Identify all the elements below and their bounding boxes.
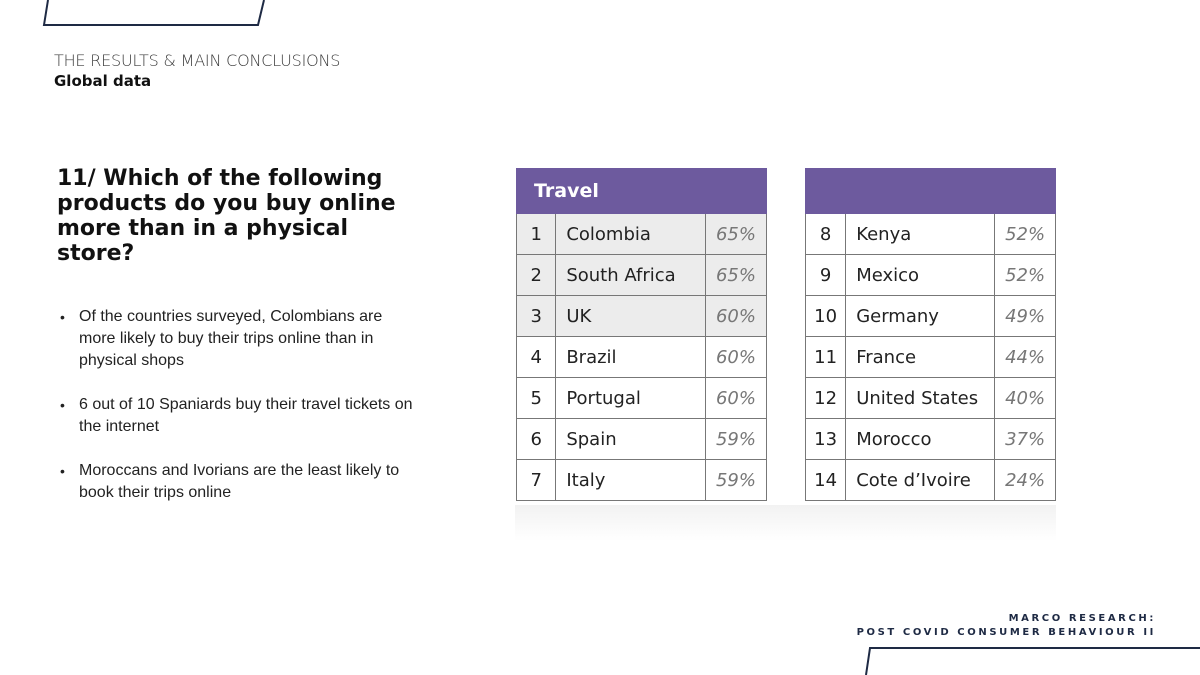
- country-cell: France: [846, 337, 995, 378]
- percent-cell: 44%: [995, 337, 1056, 378]
- rank-cell: 2: [517, 255, 556, 296]
- percent-cell: 65%: [705, 255, 766, 296]
- decorative-frame-top: [0, 0, 280, 30]
- country-cell: Germany: [846, 296, 995, 337]
- table-row: [517, 460, 767, 501]
- percent-cell: 60%: [705, 378, 766, 419]
- country-cell: Mexico: [846, 255, 995, 296]
- rank-cell: 3: [517, 296, 556, 337]
- table-header: [806, 169, 1056, 214]
- rank-cell: 12: [806, 378, 846, 419]
- table-shadow: [515, 505, 1056, 541]
- rank-cell: 13: [806, 419, 846, 460]
- table-row: [806, 214, 1056, 255]
- table-row: [806, 378, 1056, 419]
- percent-cell: 59%: [705, 460, 766, 501]
- country-cell: Italy: [556, 460, 706, 501]
- country-cell: Morocco: [846, 419, 995, 460]
- conclusion-list: [56, 306, 416, 526]
- rank-cell: 6: [517, 419, 556, 460]
- percent-cell: 52%: [995, 214, 1056, 255]
- country-cell: Portugal: [556, 378, 706, 419]
- percent-cell: 60%: [705, 296, 766, 337]
- rank-cell: 5: [517, 378, 556, 419]
- section-subtitle: Global data: [54, 72, 152, 90]
- bullet-item: • 6 out of 10 Spaniards buy their travel tickets on the internet: [56, 394, 416, 438]
- country-cell: Cote d’Ivoire: [846, 460, 995, 501]
- ranking-table-1: [516, 168, 767, 501]
- table-row: [806, 460, 1056, 501]
- rank-cell: 7: [517, 460, 556, 501]
- country-cell: South Africa: [556, 255, 706, 296]
- table-row: [806, 296, 1056, 337]
- percent-cell: 37%: [995, 419, 1056, 460]
- table-row: [517, 337, 767, 378]
- footer-line-2: POST COVID CONSUMER BEHAVIOUR II: [856, 627, 1156, 638]
- percent-cell: 49%: [995, 296, 1056, 337]
- rank-cell: 4: [517, 337, 556, 378]
- question-heading: 11/ Which of the following products do you buy online more than in a physical store?: [57, 166, 396, 266]
- country-cell: UK: [556, 296, 706, 337]
- bullet-item: • Of the countries surveyed, Colombians are more likely to buy their trips online than in physical shops: [56, 306, 416, 372]
- section-title: THE RESULTS & MAIN CONCLUSIONS: [54, 51, 341, 70]
- country-cell: Spain: [556, 419, 706, 460]
- table-row: [517, 419, 767, 460]
- table-row: [806, 419, 1056, 460]
- table-header: Travel: [517, 169, 767, 214]
- percent-cell: 52%: [995, 255, 1056, 296]
- rank-cell: 11: [806, 337, 846, 378]
- percent-cell: 60%: [705, 337, 766, 378]
- rank-cell: 8: [806, 214, 846, 255]
- rank-cell: 10: [806, 296, 846, 337]
- country-cell: Brazil: [556, 337, 706, 378]
- percent-cell: 24%: [995, 460, 1056, 501]
- rank-cell: 9: [806, 255, 846, 296]
- ranking-table-2: [805, 168, 1056, 501]
- country-cell: Colombia: [556, 214, 706, 255]
- table-row: [517, 255, 767, 296]
- bullet-item: • Moroccans and Ivorians are the least likely to book their trips online: [56, 460, 416, 504]
- country-cell: United States: [846, 378, 995, 419]
- footer-branding: [857, 612, 1156, 640]
- table-row: [517, 296, 767, 337]
- rank-cell: 1: [517, 214, 556, 255]
- table-row: [517, 214, 767, 255]
- table-row: [517, 378, 767, 419]
- footer-line-1: MARCO RESEARCH:: [1008, 613, 1156, 624]
- percent-cell: 65%: [705, 214, 766, 255]
- decorative-frame-bottom: [860, 640, 1200, 675]
- country-cell: Kenya: [846, 214, 995, 255]
- percent-cell: 40%: [995, 378, 1056, 419]
- table-row: [806, 255, 1056, 296]
- table-row: [806, 337, 1056, 378]
- percent-cell: 59%: [705, 419, 766, 460]
- rank-cell: 14: [806, 460, 846, 501]
